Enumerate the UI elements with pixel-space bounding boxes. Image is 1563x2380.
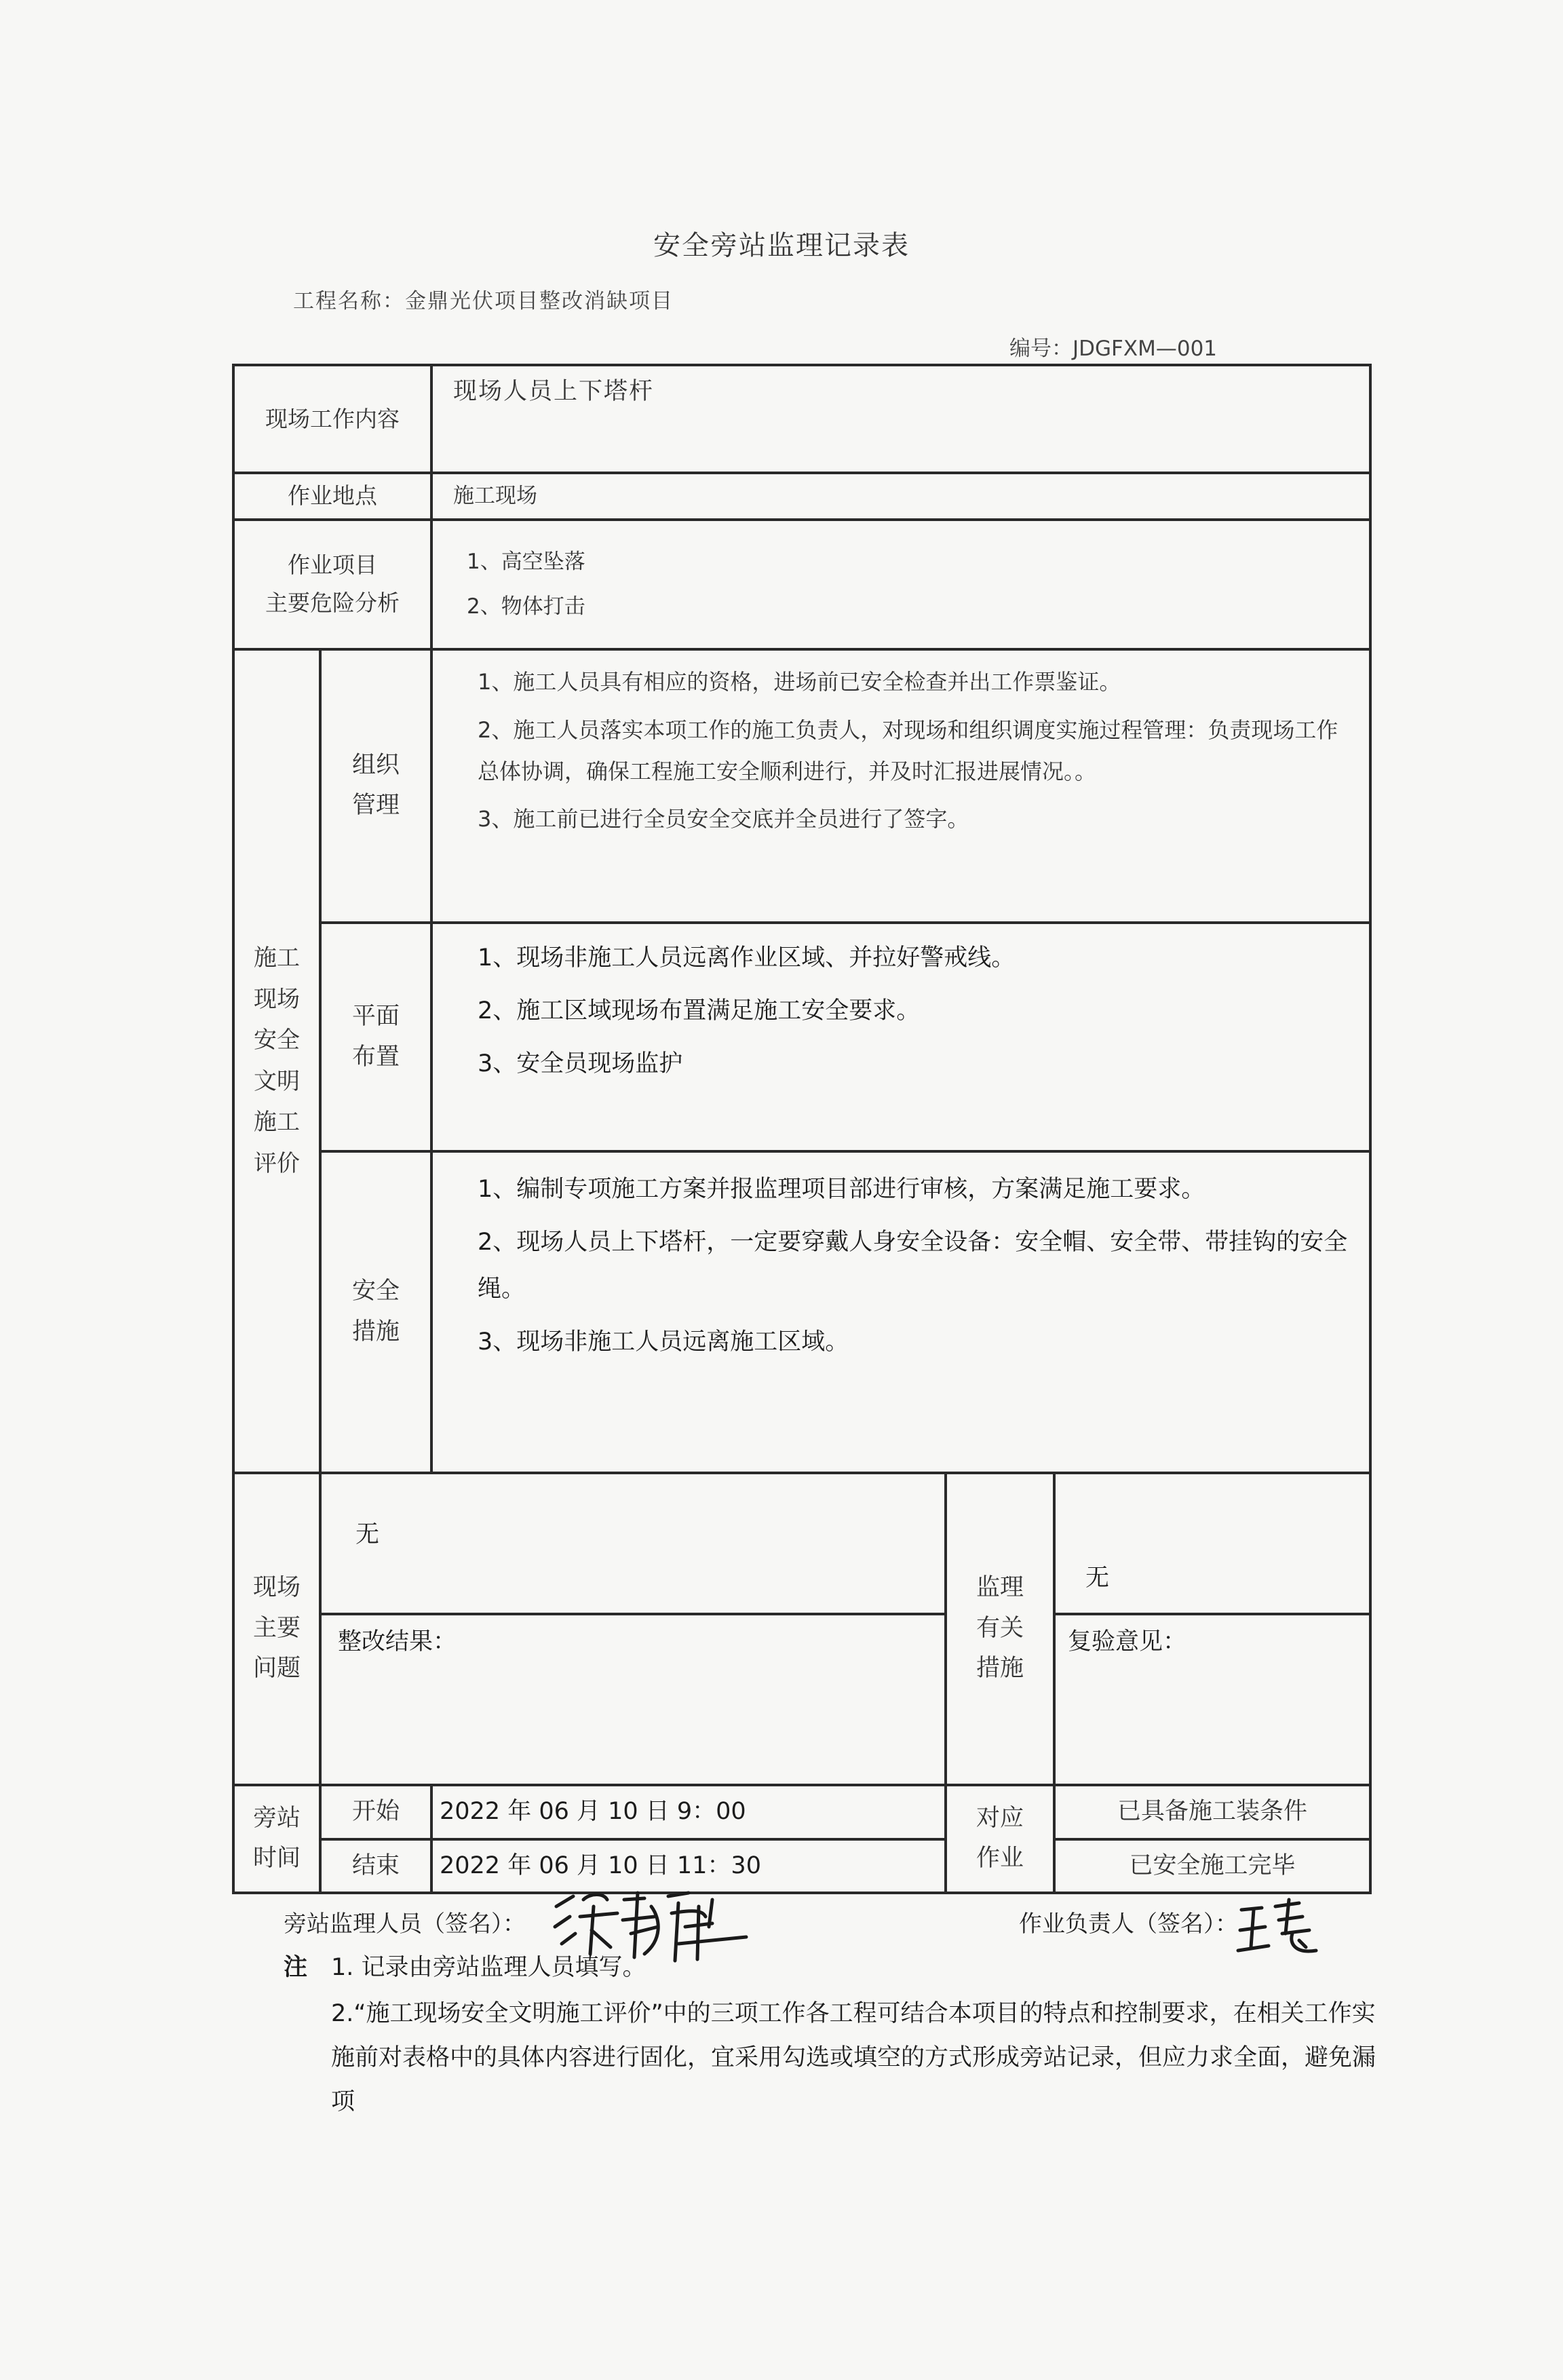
row-time-end [233, 1839, 1370, 1893]
work-content-value: 现场人员上下塔杆 [431, 365, 1370, 473]
hazards-label [233, 520, 431, 649]
row-hazards [233, 520, 1370, 649]
layout-label-part: 平面 [351, 1003, 400, 1031]
safety-content [431, 1151, 1370, 1472]
organization-label [320, 649, 431, 923]
safety-label [320, 1151, 431, 1472]
safety-item: 2、现场人员上下塔杆，一定要穿戴人身安全设备：安全帽、安全带、带挂钩的安全绳。 [478, 1229, 1348, 1303]
row-location [233, 473, 1370, 519]
supervision-label-part: 监理 [976, 1574, 1024, 1602]
hazards-label-line1: 作业项目 [288, 552, 377, 579]
organization-label-part: 管理 [351, 792, 400, 820]
supervision-value: 无 [1054, 1473, 1370, 1614]
evaluation-label-part: 施工 [254, 944, 300, 972]
supervision-label-part: 措施 [976, 1655, 1024, 1683]
layout-item: 2、施工区域现场布置满足施工安全要求。 [478, 997, 921, 1025]
end-label: 结束 [320, 1839, 431, 1893]
location-label: 作业地点 [233, 473, 431, 519]
row-issues-top [233, 1473, 1370, 1614]
safety-item: 3、现场非施工人员远离施工区域。 [478, 1328, 849, 1356]
evaluation-label-part: 施工 [254, 1109, 300, 1136]
supervision-label-part: 有关 [976, 1614, 1024, 1642]
hazards-label-line2: 主要危险分析 [265, 590, 400, 617]
organization-item: 1、施工人员具有相应的资格，进场前已安全检查并出工作票鉴证。 [478, 668, 1121, 695]
issues-value: 无 [320, 1473, 946, 1614]
evaluation-label [233, 649, 320, 1473]
row-issues-bottom [233, 1614, 1370, 1785]
evaluation-label-part: 评价 [254, 1149, 300, 1177]
layout-label-part: 布置 [351, 1043, 400, 1071]
note-2: 2.“施工现场安全文明施工评价”中的三项工作各工程可结合本项目的特点和控制要求，在相关工作实施前对表格中的具体内容进行固化，宜采用勾选或填空的方式形成旁站记录，但应力求全面，避免漏项 [331, 2000, 1376, 2115]
hazard-item: 1、高空坠落 [467, 549, 585, 574]
safety-label-part: 措施 [351, 1318, 400, 1345]
supervision-label [946, 1473, 1054, 1785]
work-label [946, 1785, 1054, 1893]
leader-sign-label: 作业负责人（签名）： [1019, 1911, 1238, 1938]
rectify-label: 整改结果： [320, 1614, 946, 1785]
issues-label-part: 问题 [252, 1655, 301, 1683]
issues-label-part: 主要 [252, 1614, 301, 1642]
time-label [233, 1785, 320, 1893]
layout-content [431, 923, 1370, 1151]
work-content-label: 现场工作内容 [233, 365, 431, 473]
end-value: 2022 年 06 月 10 日 11：30 [431, 1839, 946, 1893]
organization-item: 3、施工前已进行全员安全交底并全员进行了签字。 [478, 806, 969, 832]
row-work-content [233, 365, 1370, 473]
time-label-part: 时间 [252, 1845, 301, 1873]
row-time-start [233, 1785, 1370, 1840]
supervisor-sign-label: 旁站监理人员（签名）： [284, 1911, 526, 1938]
layout-item: 3、安全员现场监护 [478, 1050, 683, 1078]
row-organization [233, 649, 1370, 923]
notes-mark: 注 [284, 1954, 308, 1981]
hazards-list [431, 520, 1370, 649]
time-label-part: 旁站 [252, 1804, 301, 1832]
serial-number: 编号：JDGFXM—001 [1009, 337, 1218, 361]
start-label: 开始 [320, 1785, 431, 1840]
location-value: 施工现场 [431, 473, 1370, 519]
start-value: 2022 年 06 月 10 日 9：00 [431, 1785, 946, 1840]
work-status-2: 已安全施工完毕 [1054, 1839, 1370, 1893]
work-status-1: 已具备施工装条件 [1054, 1785, 1370, 1840]
note-1: 1. 记录由旁站监理人员填写。 [331, 1954, 647, 1981]
layout-item: 1、现场非施工人员远离作业区域、并拉好警戒线。 [478, 944, 1016, 972]
issues-label-part: 现场 [252, 1574, 301, 1602]
organization-content [431, 649, 1370, 923]
row-layout [233, 923, 1370, 1151]
record-form-table [232, 364, 1372, 1894]
organization-label-part: 组织 [351, 751, 400, 779]
leader-signature [1235, 1893, 1330, 1961]
review-label: 复验意见： [1054, 1614, 1370, 1785]
safety-label-part: 安全 [351, 1278, 400, 1305]
evaluation-label-part: 现场 [254, 985, 300, 1013]
document-title: 安全旁站监理记录表 [653, 230, 910, 261]
issues-label [233, 1473, 320, 1785]
work-label-part: 作业 [976, 1845, 1024, 1873]
project-name: 工程名称：金鼎光伏项目整改消缺项目 [293, 289, 674, 313]
evaluation-label-part: 文明 [254, 1067, 300, 1095]
safety-item: 1、编制专项施工方案并报监理项目部进行审核，方案满足施工要求。 [478, 1176, 1205, 1204]
evaluation-label-part: 安全 [254, 1026, 300, 1054]
hazard-item: 2、物体打击 [467, 594, 585, 619]
work-label-part: 对应 [976, 1804, 1024, 1832]
layout-label [320, 923, 431, 1151]
row-safety [233, 1151, 1370, 1472]
organization-item: 2、施工人员落实本项工作的施工负责人，对现场和组织调度实施过程管理：负责现场工作总体协调，确保工程施工安全顺利进行，并及时汇报进展情况。。 [478, 716, 1338, 784]
